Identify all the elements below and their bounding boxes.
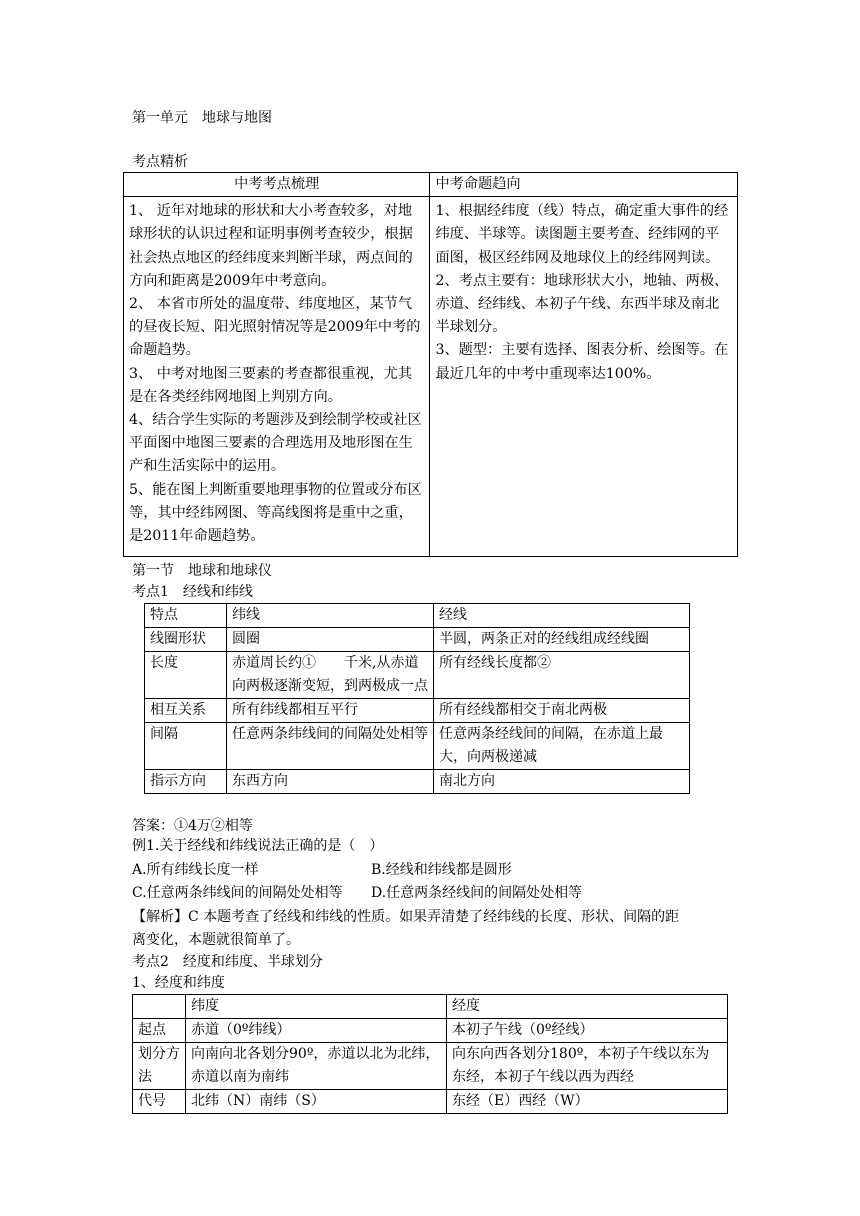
section1-title: 第一节 地球和地球仪: [132, 563, 272, 579]
overview-left-item: 2、 本省市所处的温度带、纬度地区，某节气的昼夜长短、阳光照射情况等是2009年中考的命题趋势。: [129, 296, 421, 359]
option-b: B.经线和纬线都是圆形: [371, 862, 512, 878]
degrees-table: [132, 994, 728, 1114]
table-cell: 间隔: [145, 723, 227, 770]
table-cell: 向南向北各划分90º，赤道以北为北纬，赤道以南为南纬: [186, 1043, 447, 1090]
table-cell: 北纬（N）南纬（S）: [186, 1090, 447, 1114]
overview-table: [123, 172, 738, 557]
table-cell: 所有纬线都相互平行: [227, 699, 434, 723]
table-cell: 线圈形状: [145, 628, 227, 652]
table-cell: 赤道（0º纬线）: [186, 1019, 447, 1043]
table-row: [124, 197, 738, 557]
table-row: [133, 1019, 728, 1043]
option-d: D.任意两条经线间的间隔处处相等: [371, 885, 583, 901]
overview-right-item: 1、根据经纬度（线）特点，确定重大事件的经纬度、半球等。读图题主要考查、经纬网的平面图，极区经纬网及地球仪上的经纬网判读。: [435, 203, 729, 266]
overview-left-item: 3、 中考对地图三要素的考查都很重视，尤其是在各类经纬网地图上判别方向。: [129, 365, 413, 405]
analysis-text: 【解析】C 本题考查了经线和纬线的性质。如果弄清楚了经纬线的长度、形状、间隔的距: [132, 909, 680, 925]
kaodian2-title: 考点2 经度和纬度、半球划分: [132, 954, 323, 970]
table-row: [124, 173, 738, 197]
table-cell: 起点: [133, 1019, 186, 1043]
sub-heading: 1、经度和纬度: [132, 975, 225, 991]
table-header: 纬度: [186, 995, 447, 1019]
analysis-text: 离变化，本题就很简单了。: [132, 932, 300, 948]
table-cell: 所有经线都相交于南北两极: [434, 699, 690, 723]
table-row: [145, 770, 690, 794]
overview-right-cell: [430, 197, 738, 557]
overview-right-item: 2、考点主要有：地球形状大小，地轴、两极、赤道、经纬线、本初子午线、东西半球及南北半球划分。: [435, 272, 729, 336]
kaodian1-title: 考点1 经线和纬线: [132, 584, 253, 600]
overview-left-item: 5、能在图上判断重要地理事物的位置或分布区等，其中经纬网图、等高线图将是重中之重，是2011年命题趋势。: [129, 481, 422, 545]
table-cell: 东经（E）西经（W）: [447, 1090, 728, 1114]
table-row: [145, 723, 690, 770]
overview-left-cell: [124, 197, 430, 557]
table-cell: 指示方向: [145, 770, 227, 794]
table-cell: 半圆，两条正对的经线组成经线圈: [434, 628, 690, 652]
option-a: A.所有纬线长度一样: [132, 862, 259, 878]
table-cell: 东西方向: [227, 770, 434, 794]
table-cell: 相互关系: [145, 699, 227, 723]
table-row: [133, 1043, 728, 1090]
table-row: [145, 628, 690, 652]
table-row: [145, 652, 690, 699]
table-cell: 南北方向: [434, 770, 690, 794]
table-row: [133, 1090, 728, 1114]
table-cell: 本初子午线（0º经线）: [447, 1019, 728, 1043]
table-header: 中考考点梳理: [124, 173, 430, 197]
overview-left-item: 4、结合学生实际的考题涉及到绘制学校或社区平面图中地图三要素的合理选用及地形图在生产和生活实际中的运用。: [129, 412, 422, 475]
table-header: [133, 995, 186, 1019]
table-row: [145, 699, 690, 723]
table-cell: 代号: [133, 1090, 186, 1114]
table-cell: 赤道周长约① 千米,从赤道向两极逐渐变短，到两极成一点: [227, 652, 434, 699]
table-cell: 划分方法: [133, 1043, 186, 1090]
table-header: 中考命题趋向: [430, 173, 738, 197]
lines-table: [144, 603, 690, 794]
section-kaodian-label: 考点精析: [132, 154, 188, 170]
table-row: [145, 604, 690, 628]
table-cell: 圆圈: [227, 628, 434, 652]
table-cell: 长度: [145, 652, 227, 699]
table-header: 经度: [447, 995, 728, 1019]
table-row: [133, 995, 728, 1019]
answer-text: 答案：①4万②相等: [132, 818, 253, 834]
table-header: 特点: [145, 604, 227, 628]
unit-title: 第一单元 地球与地图: [132, 110, 272, 126]
table-cell: 所有经线长度都②: [434, 652, 690, 699]
example-question: 例1.关于经线和纬线说法正确的是（ ）: [132, 838, 384, 854]
overview-right-item: 3、题型：主要有选择、图表分析、绘图等。在最近几年的中考中重现率达100%。: [435, 342, 729, 382]
table-cell: 任意两条经线间的间隔，在赤道上最大，向两极递减: [434, 723, 690, 770]
table-header: 纬线: [227, 604, 434, 628]
option-c: C.任意两条纬线间的间隔处处相等: [132, 885, 343, 901]
table-header: 经线: [434, 604, 690, 628]
overview-left-item: 1、 近年对地球的形状和大小考查较多，对地球形状的认识过程和证明事例考查较少，根据社会热点地区的经纬度来判断半球，两点间的方向和距离是2009年中考意向。: [129, 203, 413, 289]
table-cell: 向东向西各划分180º，本初子午线以东为东经，本初子午线以西为西经: [447, 1043, 728, 1090]
table-cell: 任意两条纬线间的间隔处处相等: [227, 723, 434, 770]
